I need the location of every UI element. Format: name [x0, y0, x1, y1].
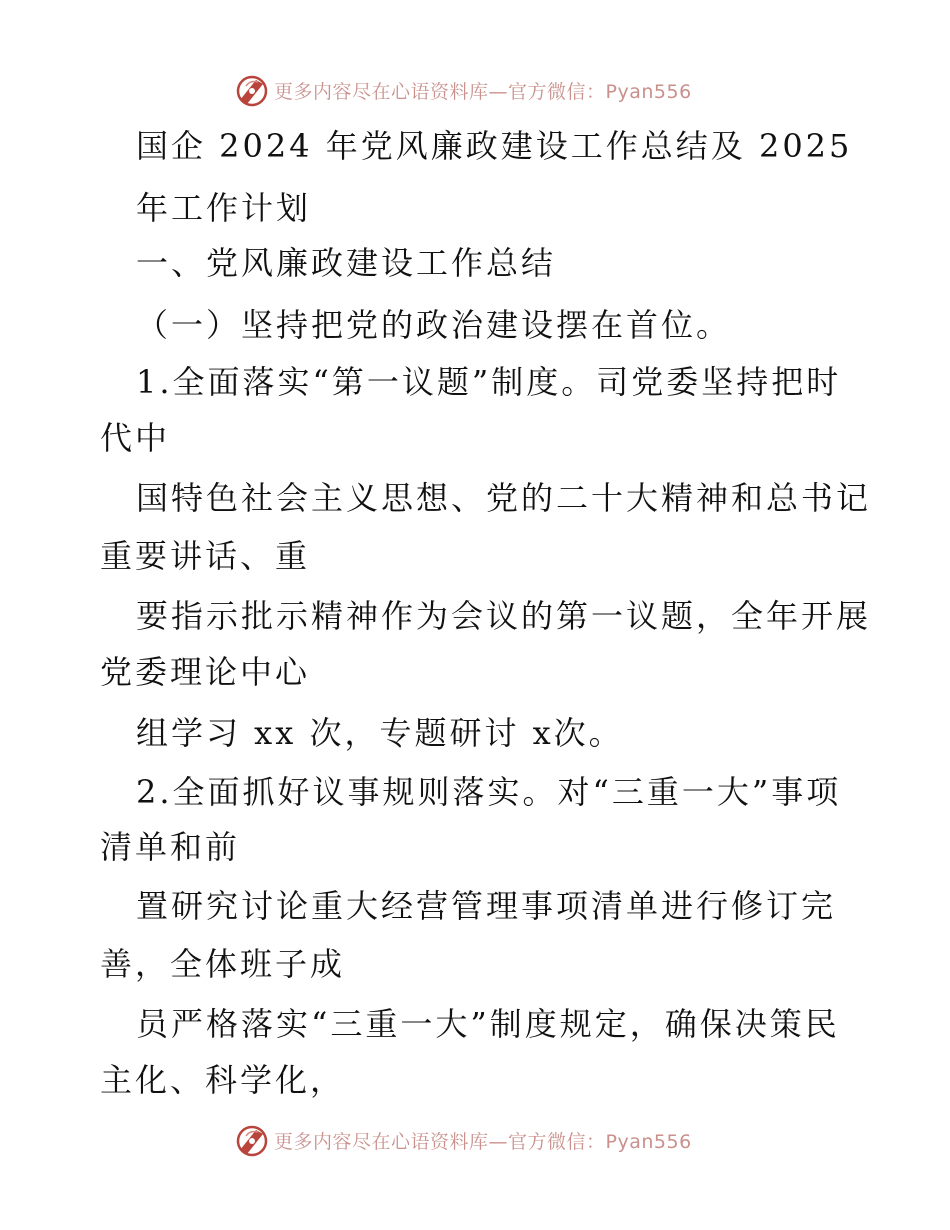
paragraph-line: 员严格落实“三重一大”制度规定，确保决策民	[136, 1005, 840, 1043]
paragraph-line: 置研究讨论重大经营管理事项清单进行修订完	[136, 887, 837, 925]
footer-watermark	[0, 1118, 950, 1162]
paragraph-line: 代中	[100, 419, 171, 457]
paragraph-line: 国特色社会主义思想、党的二十大精神和总书记	[136, 479, 872, 517]
document-title-line-2: 年工作计划	[136, 189, 312, 227]
watermark-text: 更多内容尽在心语资料库—官方微信：Pyan556	[274, 1130, 692, 1153]
pen-nib-logo-icon	[232, 1120, 272, 1160]
paragraph-line: 党委理论中心	[100, 653, 311, 691]
paragraph-line: 2.全面抓好议事规则落实。对“三重一大”事项	[136, 773, 842, 811]
paragraph-line: 善，全体班子成	[100, 945, 346, 983]
section-heading: 一、党风廉政建设工作总结	[136, 244, 557, 282]
header-watermark	[0, 68, 950, 112]
paragraph-line: 组学习 xx 次，专题研讨 x次。	[136, 714, 624, 752]
paragraph-line: 要指示批示精神作为会议的第一议题，全年开展	[136, 597, 872, 635]
pen-nib-logo-icon	[232, 70, 272, 110]
document-title-line-1: 国企 2024 年党风廉政建设工作总结及 2025	[136, 127, 853, 165]
paragraph-line: 主化、科学化，	[100, 1061, 346, 1099]
watermark-text: 更多内容尽在心语资料库—官方微信：Pyan556	[274, 80, 692, 103]
paragraph-line: 清单和前	[100, 828, 241, 866]
paragraph-line: 重要讲话、重	[100, 537, 311, 575]
paragraph-line: 1.全面落实“第一议题”制度。司党委坚持把时	[136, 363, 842, 401]
subsection-heading: （一）坚持把党的政治建设摆在首位。	[136, 306, 732, 344]
